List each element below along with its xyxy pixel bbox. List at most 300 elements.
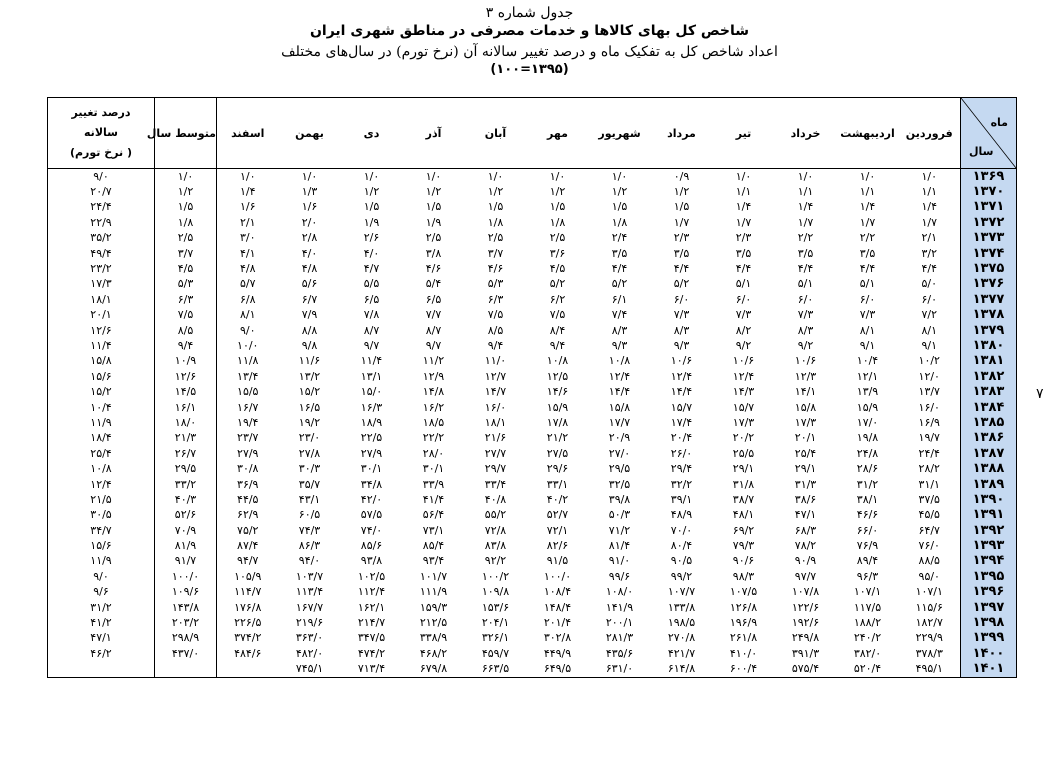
- month-index-cell: ۹۷/۷: [794, 569, 817, 583]
- month-index-cell: ۱/۰: [859, 169, 876, 183]
- month-index-cell: ۸/۳: [673, 323, 690, 337]
- month-index-cell: ۱۲/۷: [484, 369, 507, 383]
- month-index-cell: ۶/۰: [859, 292, 876, 306]
- table-number: جدول شماره ۳: [485, 5, 574, 21]
- year-average-cell: ۹/۴: [155, 338, 217, 353]
- month-index-cell: ۲۰۱/۴: [543, 616, 572, 630]
- month-index-cell: ۹۵/۰: [918, 569, 940, 583]
- month-index-cell: ۱۶/۹: [918, 415, 940, 429]
- month-index-cell: ۳۰/۱: [422, 462, 445, 476]
- year-cell: ۱۳۹۸: [961, 615, 1017, 630]
- month-index-cell: ۱۱/۲: [422, 354, 445, 368]
- month-index-cell: ۳۶/۹: [237, 477, 259, 491]
- year-average-cell: ۱۴/۵: [155, 384, 217, 399]
- month-index-cell: ۱/۴: [921, 200, 938, 214]
- month-index-cell: ۱/۷: [735, 215, 752, 229]
- month-index-cell: ۷/۵: [549, 308, 566, 322]
- month-index-cell: ۶۹/۲: [732, 523, 755, 537]
- month-index-cell: ۱۷/۰: [856, 415, 879, 429]
- month-index-cell: ۳۸/۶: [794, 492, 817, 506]
- month-index-cell: ۶۰/۵: [298, 508, 321, 522]
- month-index-cell: ۶/۵: [425, 292, 442, 306]
- year-average-cell: ۲۶/۷: [155, 446, 217, 461]
- month-index-cell: ۱/۲: [673, 185, 690, 199]
- inflation-cell: ۱۰/۴: [48, 400, 155, 415]
- inflation-cell: ۲۱/۵: [48, 492, 155, 507]
- month-index-cell: ۸۸/۵: [918, 554, 940, 568]
- month-index-cell: ۱/۵: [425, 200, 442, 214]
- month-index-cell: ۱/۰: [797, 169, 814, 183]
- month-index-cell: ۲۴/۸: [856, 446, 879, 460]
- month-index-cell: ۶۳۱/۰: [589, 662, 651, 678]
- month-index-cell: ۱۷/۳: [794, 415, 817, 429]
- month-index-cell: ۱۸۸/۲: [853, 616, 882, 630]
- year-average-header: متوسط سال: [155, 98, 217, 169]
- month-index-cell: ۹/۲: [797, 338, 814, 352]
- table-caption: [0, 4, 1059, 79]
- month-index-cell: ۷/۷: [425, 308, 442, 322]
- year-cell: ۱۳۸۷: [961, 446, 1017, 461]
- month-index-cell: ۳۲/۲: [670, 477, 693, 491]
- table-row: [48, 585, 1017, 600]
- month-index-cell: ۳/۲: [921, 246, 938, 260]
- month-index-cell: ۲۲۶/۵: [234, 616, 262, 630]
- year-average-cell: ۵/۳: [155, 277, 217, 292]
- month-index-cell: ۲۲/۵: [360, 431, 383, 445]
- month-index-cell: ۷/۲: [921, 308, 938, 322]
- month-header: اردیبهشت: [837, 98, 899, 169]
- month-header: تیر: [713, 98, 775, 169]
- month-index-cell: ۵/۱: [735, 277, 752, 291]
- month-header: مهر: [527, 98, 589, 169]
- year-cell: ۱۳۷۶: [961, 277, 1017, 292]
- table-row: [48, 662, 1017, 678]
- month-index-cell: ۱۰۷/۵: [729, 585, 758, 599]
- table-row: [48, 277, 1017, 292]
- year-cell: ۱۳۸۵: [961, 415, 1017, 430]
- month-index-cell: ۱/۴: [239, 185, 256, 199]
- month-index-cell: ۲۷/۹: [360, 446, 383, 460]
- month-index-cell: ۱۱۲/۴: [357, 585, 386, 599]
- table-row: [48, 200, 1017, 215]
- month-index-cell: ۱۵/۰: [360, 385, 383, 399]
- month-index-cell: ۲۸۱/۳: [605, 631, 634, 645]
- month-index-cell: ۹۶/۳: [856, 569, 879, 583]
- month-index-cell: ۴۵/۵: [918, 508, 940, 522]
- month-index-cell: ۷/۳: [859, 308, 876, 322]
- month-index-cell: ۸/۱: [239, 308, 256, 322]
- month-index-cell: ۴۸/۹: [670, 508, 693, 522]
- month-index-cell: ۲/۲: [797, 231, 814, 245]
- month-index-cell: ۴/۸: [239, 262, 256, 276]
- month-header: آذر: [403, 98, 465, 169]
- table-row: [48, 615, 1017, 630]
- month-index-cell: ۱/۸: [549, 215, 566, 229]
- month-index-cell: ۹۹/۲: [670, 569, 693, 583]
- month-index-cell: ۲/۳: [735, 231, 752, 245]
- month-index-cell: ۲۷/۸: [298, 446, 321, 460]
- month-header: بهمن: [279, 98, 341, 169]
- month-index-cell: ۲۷۰/۸: [667, 631, 696, 645]
- month-index-cell: ۴/۴: [797, 262, 814, 276]
- year-average-cell: ۱/۲: [155, 184, 217, 199]
- month-index-cell: ۵۰/۳: [608, 508, 631, 522]
- month-index-cell: ۱۰/۶: [670, 354, 693, 368]
- month-index-cell: ۱/۰: [921, 169, 938, 183]
- month-index-cell: ۳۶۳/۰: [295, 631, 324, 645]
- year-cell: ۱۳۷۸: [961, 308, 1017, 323]
- month-index-cell: ۷/۳: [673, 308, 690, 322]
- month-index-cell: ۱۲/۹: [422, 369, 445, 383]
- inflation-cell: ۱۵/۶: [48, 538, 155, 553]
- month-index-cell: ۱۰/۴: [856, 354, 879, 368]
- month-index-cell: ۵۶/۴: [422, 508, 445, 522]
- year-cell: ۱۳۹۹: [961, 631, 1017, 646]
- month-index-cell: ۱۹۸/۵: [667, 616, 696, 630]
- month-index-cell: ۱۰۹/۸: [481, 585, 510, 599]
- table-row: [48, 523, 1017, 538]
- month-index-cell: ۱۷۶/۸: [234, 600, 262, 614]
- month-index-cell: ۹/۷: [425, 338, 442, 352]
- month-index-cell: ۱۵/۵: [237, 385, 259, 399]
- month-index-cell: ۳۱/۲: [856, 477, 879, 491]
- month-index-cell: ۲۹/۶: [546, 462, 569, 476]
- month-index-cell: ۱/۹: [425, 215, 442, 229]
- month-index-cell: ۳۷۸/۳: [915, 646, 943, 660]
- month-index-cell: ۸/۴: [549, 323, 566, 337]
- month-index-cell: ۹/۱: [921, 338, 938, 352]
- month-index-cell: ۲۸/۰: [422, 446, 445, 460]
- month-index-cell: ۵/۶: [301, 277, 318, 291]
- month-index-cell: ۴۸۲/۰: [295, 646, 324, 660]
- month-index-cell: ۲۹/۷: [484, 462, 507, 476]
- month-index-cell: ۱۰۷/۱: [853, 585, 882, 599]
- table-row: [48, 384, 1017, 399]
- table-subtitle: اعداد شاخص کل به تفکیک ماه و درصد تغییر سالانه آن (نرخ تورم) در سال‌های مختلف: [281, 44, 778, 60]
- inflation-cell: ۱۸/۴: [48, 431, 155, 446]
- month-index-cell: ۴۰/۸: [484, 492, 507, 506]
- year-average-cell: ۴۰/۳: [155, 492, 217, 507]
- month-index-cell: ۰/۹: [673, 169, 690, 183]
- month-index-cell: ۶۴/۷: [918, 523, 940, 537]
- month-index-cell: ۷۰/۰: [670, 523, 693, 537]
- month-index-cell: ۸۷/۴: [237, 539, 259, 553]
- month-index-cell: ۱/۹: [363, 215, 380, 229]
- month-index-cell: ۷۴۵/۱: [279, 662, 341, 678]
- month-index-cell: ۱/۶: [301, 200, 318, 214]
- month-index-cell: ۳۸/۱: [856, 492, 879, 506]
- month-index-cell: ۱/۰: [487, 169, 504, 183]
- month-index-cell: ۶/۰: [735, 292, 752, 306]
- month-index-cell: ۱۰۷/۸: [791, 585, 820, 599]
- month-index-cell: ۶/۸: [239, 292, 256, 306]
- month-index-cell: ۴/۷: [363, 262, 380, 276]
- month-index-cell: ۱۱/۰: [484, 354, 507, 368]
- month-index-cell: ۹/۸: [301, 338, 318, 352]
- month-index-cell: ۴۳/۱: [298, 492, 321, 506]
- month-index-cell: ۸/۳: [797, 323, 814, 337]
- month-index-cell: ۲۰/۹: [608, 431, 631, 445]
- month-index-cell: ۷/۵: [487, 308, 504, 322]
- month-index-cell: ۴۴/۵: [237, 492, 259, 506]
- month-index-cell: ۲۹/۱: [794, 462, 817, 476]
- month-index-cell: ۱۲/۱: [856, 369, 879, 383]
- month-index-cell: ۲۶/۰: [670, 446, 693, 460]
- inflation-header-line2: سالانه: [84, 126, 118, 139]
- inflation-cell: ۲۲/۹: [48, 215, 155, 230]
- inflation-cell: ۴۶/۲: [48, 646, 155, 661]
- month-index-cell: ۳۸۲/۰: [853, 646, 882, 660]
- month-index-cell: ۱/۸: [611, 215, 628, 229]
- month-index-cell: ۳۷/۵: [918, 492, 940, 506]
- table-row: [48, 308, 1017, 323]
- month-index-cell: ۱۸۲/۷: [915, 616, 943, 630]
- year-average-cell: ۲۰۳/۲: [155, 615, 217, 630]
- month-index-cell: ۹۱/۵: [546, 554, 569, 568]
- year-cell: ۱۳۷۳: [961, 231, 1017, 246]
- month-index-cell: ۷۸/۲: [794, 539, 817, 553]
- month-index-cell: ۹/۱: [859, 338, 876, 352]
- year-average-cell: [155, 662, 217, 678]
- month-index-cell: ۶/۷: [301, 292, 318, 306]
- inflation-cell: ۲۵/۴: [48, 446, 155, 461]
- month-index-cell: ۳۰۲/۸: [543, 631, 572, 645]
- month-index-cell: ۲۴/۴: [918, 446, 940, 460]
- base-year-note: (۱۰۰=۱۳۹۵): [490, 62, 569, 77]
- month-index-cell: ۳۱/۳: [794, 477, 817, 491]
- month-index-cell: ۹۰/۶: [732, 554, 755, 568]
- month-index-cell: ۱۲/۰: [918, 369, 940, 383]
- month-index-cell: ۱۳۳/۸: [667, 600, 696, 614]
- month-index-cell: ۲۸/۲: [918, 462, 940, 476]
- table-row: [48, 554, 1017, 569]
- month-header: مرداد: [651, 98, 713, 169]
- year-average-cell: ۴۳۷/۰: [155, 646, 217, 661]
- month-index-cell: ۱۷/۷: [608, 415, 631, 429]
- month-index-cell: ۱۳/۷: [918, 385, 940, 399]
- month-index-cell: ۱۱۵/۶: [915, 600, 943, 614]
- month-index-cell: ۶/۰: [921, 292, 938, 306]
- month-index-cell: ۱۸/۹: [360, 415, 383, 429]
- month-index-cell: ۱۴/۴: [670, 385, 693, 399]
- corner-month-label: ماه: [990, 116, 1008, 129]
- month-index-cell: ۱۰/۶: [794, 354, 817, 368]
- table-row: [48, 169, 1017, 185]
- year-cell: ۱۳۷۲: [961, 215, 1017, 230]
- month-index-cell: ۱۴/۴: [608, 385, 631, 399]
- month-index-cell: ۱۹/۲: [298, 415, 321, 429]
- month-index-cell: ۲۵/۵: [732, 446, 755, 460]
- cpi-table: [47, 97, 1017, 678]
- month-index-cell: ۱۱۴/۷: [234, 585, 262, 599]
- month-index-cell: ۱/۲: [487, 185, 504, 199]
- month-header: دی: [341, 98, 403, 169]
- month-header: اسفند: [217, 98, 279, 169]
- month-index-cell: ۵۵/۲: [484, 508, 507, 522]
- month-index-cell: ۹۰/۵: [670, 554, 693, 568]
- month-index-cell: ۲/۴: [611, 231, 628, 245]
- month-index-cell: ۱/۰: [239, 169, 256, 183]
- month-index-cell: ۴۵۹/۷: [481, 646, 510, 660]
- month-index-cell: ۱۰۰/۰: [543, 569, 572, 583]
- month-index-cell: ۱۰۰/۲: [481, 569, 510, 583]
- month-index-cell: ۲۷/۰: [608, 446, 631, 460]
- month-index-cell: ۲۳/۰: [298, 431, 321, 445]
- month-index-cell: ۵/۲: [673, 277, 690, 291]
- year-cell: ۱۳۷۴: [961, 246, 1017, 261]
- month-index-cell: ۲/۵: [549, 231, 566, 245]
- month-index-cell: ۸/۸: [301, 323, 318, 337]
- month-index-cell: ۷۶/۰: [918, 539, 940, 553]
- month-index-cell: ۱۶۲/۱: [357, 600, 386, 614]
- month-index-cell: ۴۲۱/۷: [667, 646, 696, 660]
- month-index-cell: ۱۰۱/۷: [419, 569, 448, 583]
- month-index-cell: ۳۳/۴: [484, 477, 507, 491]
- month-index-cell: ۱۶۷/۷: [295, 600, 324, 614]
- month-index-cell: ۲/۰: [301, 215, 318, 229]
- month-index-cell: ۸/۱: [921, 323, 938, 337]
- table-row: [48, 446, 1017, 461]
- month-index-cell: ۱/۱: [921, 185, 938, 199]
- inflation-cell: ۳۴/۷: [48, 523, 155, 538]
- month-index-cell: ۲۰/۴: [670, 431, 693, 445]
- month-index-cell: ۱۴/۷: [484, 385, 507, 399]
- month-header: خرداد: [775, 98, 837, 169]
- month-index-cell: ۱/۰: [735, 169, 752, 183]
- month-index-cell: ۱۴/۶: [546, 385, 569, 399]
- month-index-cell: ۴/۴: [673, 262, 690, 276]
- month-index-cell: ۴۱۰/۰: [729, 646, 758, 660]
- month-index-cell: ۱۵/۷: [732, 400, 755, 414]
- month-index-cell: ۱۲/۳: [794, 369, 817, 383]
- month-index-cell: ۵/۰: [921, 277, 938, 291]
- month-index-cell: ۷۶/۹: [856, 539, 879, 553]
- month-index-cell: ۳۹۱/۳: [791, 646, 820, 660]
- month-index-cell: ۵۲۰/۴: [837, 662, 899, 678]
- year-average-cell: ۱۸/۰: [155, 415, 217, 430]
- month-index-cell: ۱/۲: [611, 185, 628, 199]
- table-row: [48, 369, 1017, 384]
- month-index-cell: ۲/۸: [301, 231, 318, 245]
- month-index-cell: ۹۸/۳: [732, 569, 755, 583]
- month-index-cell: ۱۹/۴: [237, 415, 259, 429]
- inflation-header-line3: ( نرخ تورم): [69, 146, 133, 159]
- year-average-cell: ۵۲/۶: [155, 508, 217, 523]
- month-index-cell: ۲/۵: [425, 231, 442, 245]
- inflation-cell: ۴۷/۱: [48, 631, 155, 646]
- month-index-cell: ۱۶/۰: [484, 400, 507, 414]
- month-index-cell: ۱۱۷/۵: [853, 600, 882, 614]
- month-index-cell: ۹۳/۴: [422, 554, 445, 568]
- month-index-cell: ۴۷۴/۲: [357, 646, 386, 660]
- month-index-cell: ۷/۴: [611, 308, 628, 322]
- inflation-cell: [48, 662, 155, 678]
- month-header: شهریور: [589, 98, 651, 169]
- month-index-cell: ۱/۷: [797, 215, 814, 229]
- month-index-cell: ۱۰۸/۴: [543, 585, 572, 599]
- inflation-cell: ۲۳/۲: [48, 261, 155, 276]
- inflation-cell: ۳۰/۵: [48, 508, 155, 523]
- month-index-cell: ۷۲/۸: [484, 523, 507, 537]
- month-index-cell: ۵۷/۵: [360, 508, 383, 522]
- month-index-cell: ۱۷/۴: [670, 415, 693, 429]
- month-index-cell: ۴/۵: [549, 262, 566, 276]
- year-cell: ۱۳۶۹: [961, 169, 1017, 185]
- month-index-cell: ۱۱۱/۹: [419, 585, 448, 599]
- month-index-cell: ۴۳۵/۶: [605, 646, 634, 660]
- month-index-cell: ۴۴۹/۹: [543, 646, 572, 660]
- month-index-cell: [217, 662, 279, 678]
- month-index-cell: ۵/۵: [363, 277, 380, 291]
- month-index-cell: ۴/۴: [735, 262, 752, 276]
- month-index-cell: ۳۰/۱: [360, 462, 383, 476]
- month-index-cell: ۳۳/۱: [546, 477, 569, 491]
- month-index-cell: ۴۹۵/۱: [899, 662, 961, 678]
- month-index-cell: ۶۶۳/۵: [465, 662, 527, 678]
- month-index-cell: ۱/۴: [797, 200, 814, 214]
- month-index-cell: ۱۵/۲: [298, 385, 321, 399]
- month-index-cell: ۲۲۹/۹: [915, 631, 943, 645]
- month-index-cell: ۱/۴: [859, 200, 876, 214]
- year-cell: ۱۳۸۳: [961, 384, 1017, 399]
- month-index-cell: ۱/۴: [735, 200, 752, 214]
- year-average-cell: ۱۰۰/۰: [155, 569, 217, 584]
- month-index-cell: ۳۲/۵: [608, 477, 631, 491]
- month-index-cell: ۳/۰: [239, 231, 256, 245]
- month-index-cell: ۱۱/۸: [237, 354, 259, 368]
- month-index-cell: ۳۴/۸: [360, 477, 383, 491]
- month-index-cell: ۶۴۹/۵: [527, 662, 589, 678]
- month-index-cell: ۸/۱: [859, 323, 876, 337]
- year-average-cell: ۲/۵: [155, 231, 217, 246]
- inflation-cell: ۱۷/۳: [48, 277, 155, 292]
- year-cell: ۱۳۷۰: [961, 184, 1017, 199]
- month-index-cell: ۸/۳: [611, 323, 628, 337]
- month-index-cell: ۸/۵: [487, 323, 504, 337]
- month-index-cell: ۴/۴: [611, 262, 628, 276]
- month-index-cell: ۲/۱: [921, 231, 938, 245]
- table-title: شاخص کل بهای کالاها و خدمات مصرفی در مناطق شهری ایران: [309, 23, 750, 39]
- month-index-cell: ۷۴/۳: [298, 523, 321, 537]
- month-index-cell: ۲/۵: [487, 231, 504, 245]
- month-index-cell: ۳/۵: [735, 246, 752, 260]
- month-index-cell: ۱۹۲/۶: [791, 616, 820, 630]
- month-index-cell: ۱۶/۵: [298, 400, 321, 414]
- month-index-cell: ۳۳۸/۹: [419, 631, 448, 645]
- month-index-cell: ۱۱/۴: [360, 354, 383, 368]
- year-average-cell: ۱۴۳/۸: [155, 600, 217, 615]
- table-row: [48, 646, 1017, 661]
- inflation-cell: ۳۱/۲: [48, 600, 155, 615]
- inflation-cell: ۳۵/۲: [48, 231, 155, 246]
- year-cell: ۱۳۸۸: [961, 461, 1017, 476]
- month-index-cell: ۱۰/۲: [918, 354, 940, 368]
- month-index-cell: ۷/۳: [735, 308, 752, 322]
- month-index-cell: ۲۶۱/۸: [729, 631, 758, 645]
- month-index-cell: ۳۷۴/۲: [234, 631, 262, 645]
- month-index-cell: ۶۱۴/۸: [651, 662, 713, 678]
- month-index-cell: ۶/۰: [673, 292, 690, 306]
- month-index-cell: ۴۸/۱: [732, 508, 755, 522]
- month-index-cell: ۳/۵: [673, 246, 690, 260]
- month-index-cell: ۵/۲: [611, 277, 628, 291]
- table-row: [48, 184, 1017, 199]
- month-index-cell: ۷۳/۱: [422, 523, 445, 537]
- corner-header: [961, 98, 1017, 169]
- month-index-cell: ۱۵/۹: [856, 400, 879, 414]
- month-index-cell: ۱۰۵/۹: [234, 569, 262, 583]
- month-index-cell: ۲۱/۲: [546, 431, 569, 445]
